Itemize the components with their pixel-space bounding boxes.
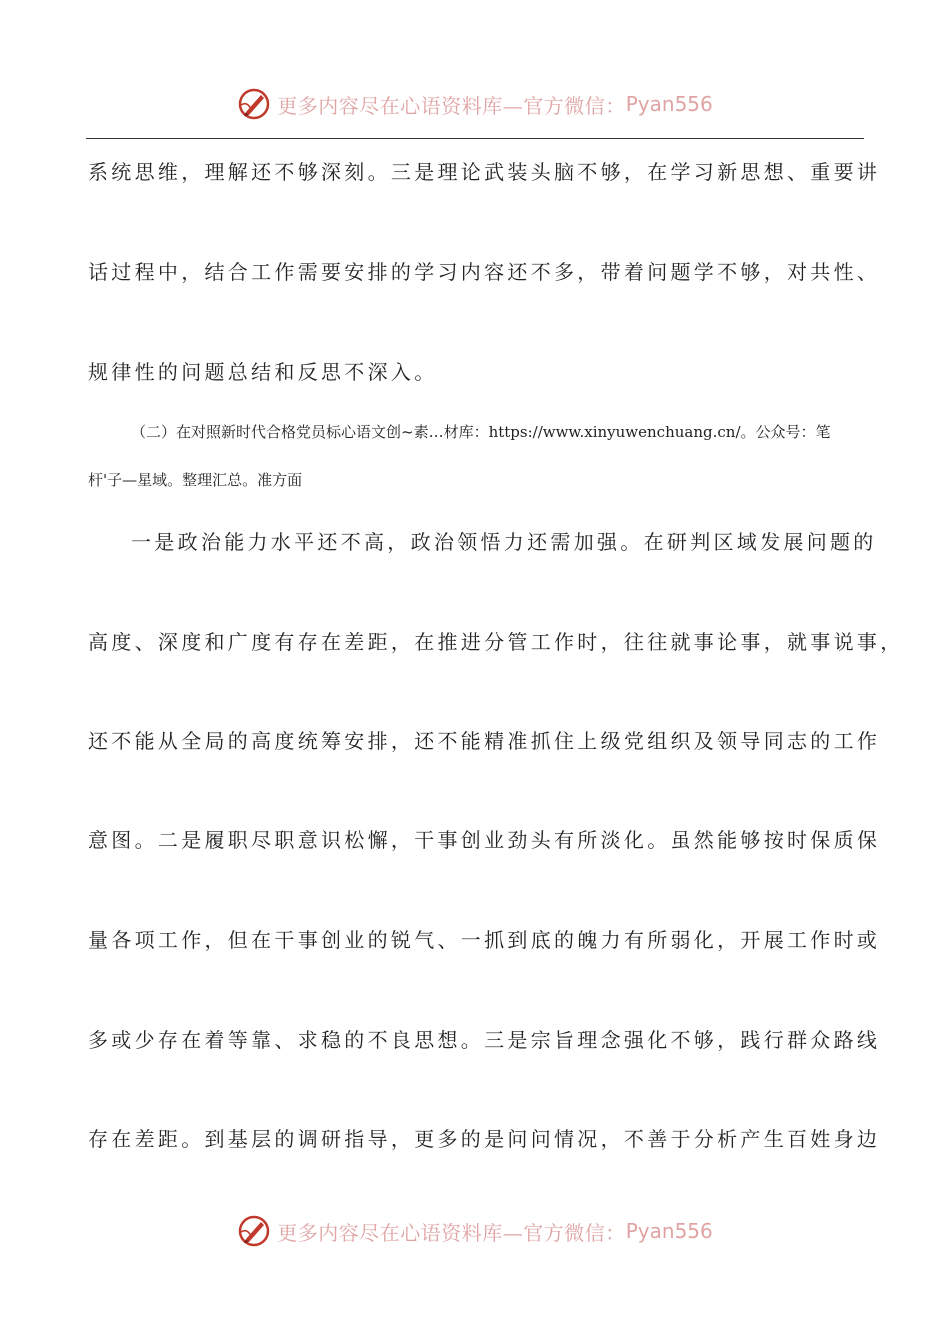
section-heading-line: （二）在对照新时代合格党员标心语文创~素…材库：https://www.xinyuwenchuang.cn/。公众号：笔 [131,423,831,441]
paragraph-line: 高度、深度和广度有存在差距，在推进分管工作时，往往就事论事，就事说事， [88,630,904,654]
paragraph-line: 系统思维，理解还不够深刻。三是理论武装头脑不够，在学习新思想、重要讲 [88,160,881,184]
banner-wechat-id: Pyan556 [625,1219,713,1243]
paragraph-line: 还不能从全局的高度统筹安排，还不能精准抓住上级党组织及领导同志的工作 [88,729,881,753]
paragraph-line: 规律性的问题总结和反思不深入。 [88,360,438,384]
pen-logo-icon [237,87,271,121]
banner-text: 更多内容尽在心语资料库—官方微信： [277,93,626,118]
paragraph-line: 意图。二是履职尽职意识松懈，干事创业劲头有所淡化。虽然能够按时保质保 [88,828,881,852]
header-rule [86,138,864,139]
section-heading-line: 杆'子—星域。整理汇总。准方面 [88,471,303,489]
footer-banner [0,1211,950,1251]
header-banner [0,84,950,124]
banner-wechat-id: Pyan556 [625,92,713,116]
paragraph-line: 一是政治能力水平还不高，政治领悟力还需加强。在研判区域发展问题的 [131,530,877,554]
pen-logo-icon [237,1214,271,1248]
paragraph-line: 话过程中，结合工作需要安排的学习内容还不多，带着问题学不够，对共性、 [88,260,881,284]
banner-text: 更多内容尽在心语资料库—官方微信： [277,1220,626,1245]
paragraph-line: 量各项工作，但在干事创业的锐气、一抓到底的魄力有所弱化，开展工作时或 [88,928,881,952]
paragraph-line: 存在差距。到基层的调研指导，更多的是问问情况，不善于分析产生百姓身边 [88,1127,881,1151]
paragraph-line: 多或少存在着等靠、求稳的不良思想。三是宗旨理念强化不够，践行群众路线 [88,1028,881,1052]
